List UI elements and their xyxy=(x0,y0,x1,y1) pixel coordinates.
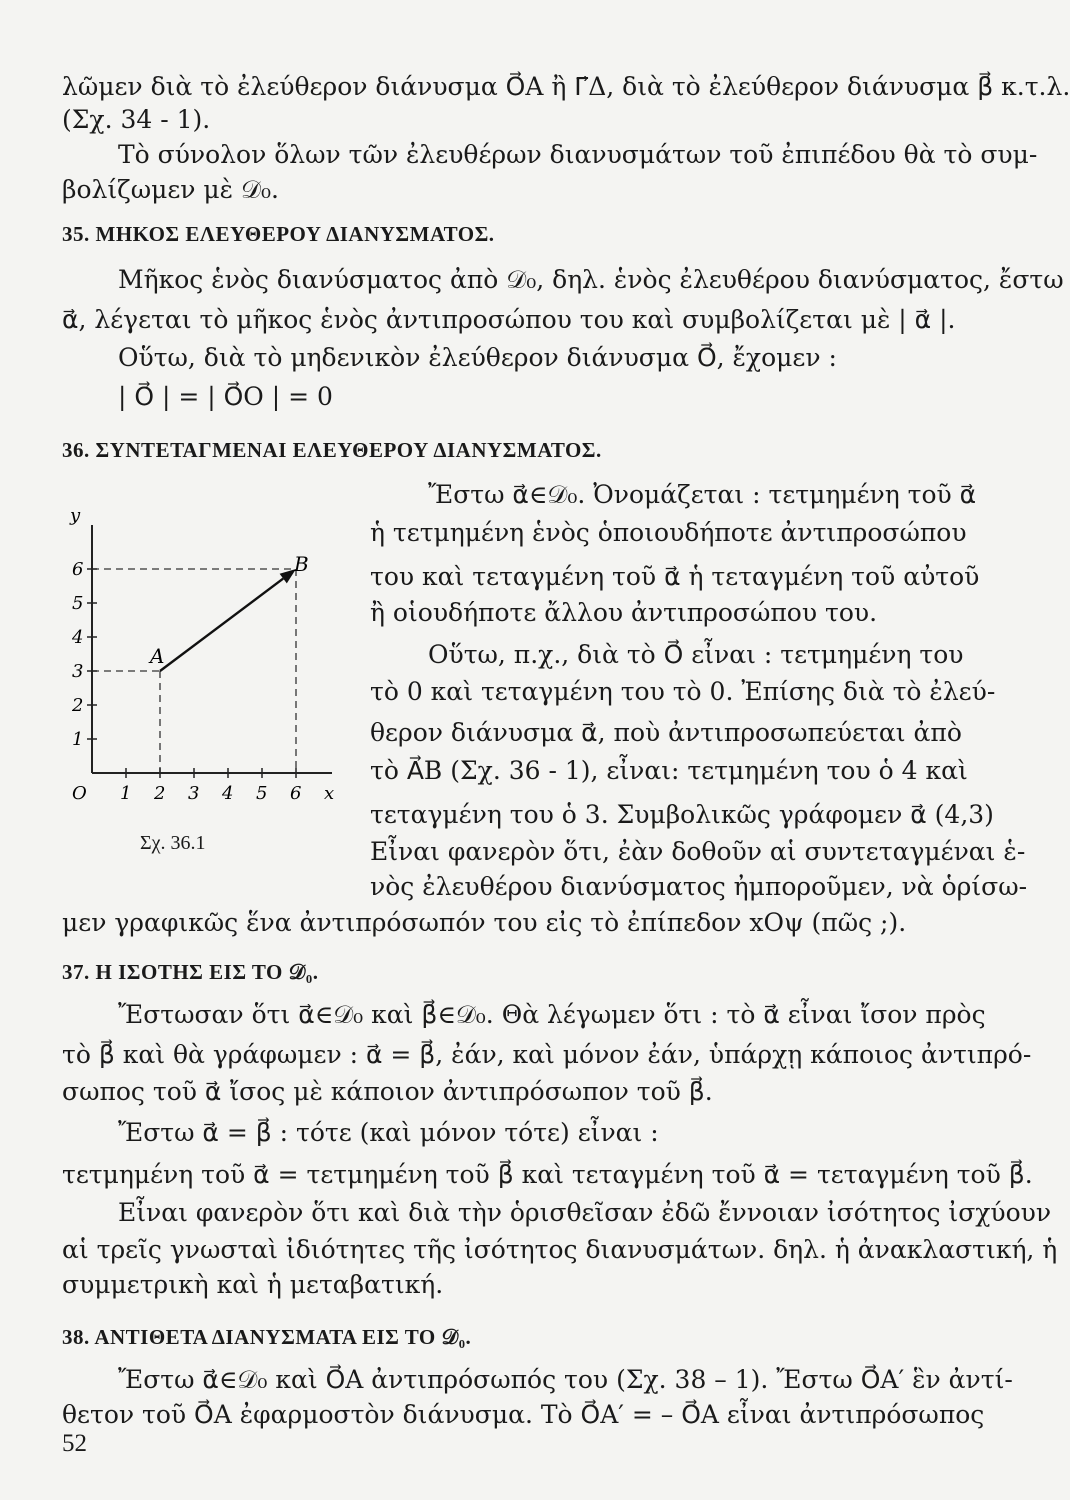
text-line: τὸ 0 καὶ τεταγμένη του τὸ 0. Ἐπίσης διὰ τὸ ἐλεύ- xyxy=(370,677,996,706)
text-line: Ἔστωσαν ὅτι α⃗∈𝒟₀ καὶ β⃗∈𝒟₀. Θὰ λέγωμεν ὅτι : τὸ α⃗ εἶναι ἴσον πρὸς xyxy=(118,1000,986,1029)
text-line: του καὶ τεταγμένη τοῦ α⃗ ἡ τεταγμένη τοῦ αὐτοῦ xyxy=(370,562,980,591)
text-line: βολίζωμεν μὲ 𝒟₀. xyxy=(62,175,279,204)
text-line: συμμετρικὴ καὶ ἡ μεταβατική. xyxy=(62,1270,444,1299)
text-line: θετον τοῦ O⃗A ἐφαρμοστὸν διάνυσμα. Τὸ O⃗A′ = – O⃗A εἶναι ἀντιπρόσωπος xyxy=(62,1400,985,1429)
section-heading-37: 37. Η ΙΣΟΤΗΣ ΕΙΣ ΤΟ 𝒟₀. xyxy=(62,960,319,984)
text-line: τετμημένη τοῦ α⃗ = τετμημένη τοῦ β⃗ καὶ τεταγμένη τοῦ α⃗ = τεταγμένη τοῦ β⃗. xyxy=(62,1160,1033,1189)
text-line: τὸ A⃗B (Σχ. 36 - 1), εἶναι: τετμημένη του ὁ 4 καὶ xyxy=(370,756,968,785)
text-line: ἢ οἱουδήποτε ἄλλου ἀντιπροσώπου του. xyxy=(370,598,878,627)
x-tick-label: 6 xyxy=(290,783,302,804)
point-label-a: A xyxy=(150,644,165,668)
text-line: τὸ β⃗ καὶ θὰ γράφωμεν : α⃗ = β⃗, ἐάν, καὶ μόνον ἐάν, ὑπάρχῃ κάποιος ἀντιπρό- xyxy=(62,1040,1032,1069)
text-line: Ἔστω α⃗∈𝒟₀. Ὀνομάζεται : τετμημένη τοῦ α⃗ xyxy=(428,480,977,509)
section-heading-38: 38. ΑΝΤΙΘΕΤΑ ΔΙΑΝΥΣΜΑΤΑ ΕΙΣ ΤΟ 𝒟₀. xyxy=(62,1325,472,1349)
text-line: Οὕτω, διὰ τὸ μηδενικὸν ἐλεύθερον διάνυσμα O⃗, ἔχομεν : xyxy=(118,343,837,372)
y-tick-label: 1 xyxy=(72,729,84,750)
y-tick-label: 3 xyxy=(72,661,84,682)
x-tick-label: 1 xyxy=(120,783,132,804)
text-line: σωπος τοῦ α⃗ ἴσος μὲ κάποιον ἀντιπρόσωπον τοῦ β⃗. xyxy=(62,1077,713,1106)
figure-caption: Σχ. 36.1 xyxy=(140,832,206,854)
y-tick-label: 2 xyxy=(72,695,84,716)
text-line: μεν γραφικῶς ἕνα ἀντιπρόσωπόν του εἰς τὸ ἐπίπεδον xOψ (πῶς ;). xyxy=(62,908,907,937)
text-line: Εἶναι φανερὸν ὅτι, ἐὰν δοθοῦν αἱ συντεταγμέναι ἑ- xyxy=(370,837,1026,866)
text-line: ἡ τετμημένη ἑνὸς ὁποιουδήποτε ἀντιπροσώπου xyxy=(370,518,967,547)
text-line: λῶμεν διὰ τὸ ἐλεύθερον διάνυσμα O⃗A ἢ Γ⃗Δ, διὰ τὸ ἐλεύθερον διάνυσμα β⃗ κ.τ.λ. xyxy=(62,72,1070,101)
text-line: Εἶναι φανερὸν ὅτι καὶ διὰ τὴν ὁρισθεῖσαν ἐδῶ ἔννοιαν ἰσότητος ἰσχύουν xyxy=(118,1198,1052,1227)
text-line: αἱ τρεῖς γνωσταὶ ἰδιότητες τῆς ἰσότητος διανυσμάτων. δηλ. ἡ ἀνακλαστική, ἡ xyxy=(62,1235,1058,1264)
x-tick-label: 3 xyxy=(188,783,200,804)
point-label-b: B xyxy=(294,552,309,576)
x-tick-label: 4 xyxy=(222,783,234,804)
section-heading-36: 36. ΣΥΝΤΕΤΑΓΜΕΝΑΙ ΕΛΕΥΘΕΡΟΥ ΔΙΑΝΥΣΜΑΤΟΣ. xyxy=(62,438,602,462)
x-tick-label: 5 xyxy=(256,783,268,804)
x-tick-label: O xyxy=(72,783,87,804)
text-line: νὸς ἐλευθέρου διανύσματος ἠμποροῦμεν, νὰ ὁρίσω- xyxy=(370,872,1028,901)
formula-line: | O⃗ | = | O⃗O | = 0 xyxy=(118,382,333,411)
y-axis-label: y xyxy=(70,505,81,526)
text-line: Μῆκος ἑνὸς διανύσματος ἀπὸ 𝒟₀, δηλ. ἑνὸς ἐλευθέρου διανύσματος, ἔστω xyxy=(118,265,1064,294)
text-line: Οὕτω, π.χ., διὰ τὸ O⃗ εἶναι : τετμημένη του xyxy=(428,640,964,669)
x-tick-label: x xyxy=(324,783,335,804)
text-line: (Σχ. 34 - 1). xyxy=(62,105,211,134)
y-tick-label: 5 xyxy=(72,593,84,614)
text-line: α⃗, λέγεται τὸ μῆκος ἑνὸς ἀντιπροσώπου του καὶ συμβολίζεται μὲ | α⃗ |. xyxy=(62,305,956,334)
text-line: θερον διάνυσμα α⃗, ποὺ ἀντιπροσωπεύεται ἀπὸ xyxy=(370,718,962,747)
section-heading-35: 35. ΜΗΚΟΣ ΕΛΕΥΘΕΡΟΥ ΔΙΑΝΥΣΜΑΤΟΣ. xyxy=(62,222,495,246)
text-line: Ἔστω α⃗ = β⃗ : τότε (καὶ μόνον τότε) εἶναι : xyxy=(118,1118,659,1147)
text-line: τεταγμένη του ὁ 3. Συμβολικῶς γράφομεν α⃗ (4,3) xyxy=(370,800,994,829)
y-tick-label: 4 xyxy=(72,627,84,648)
y-tick-label: 6 xyxy=(72,559,84,580)
coordinate-figure xyxy=(62,505,362,825)
page-number: 52 xyxy=(62,1430,87,1457)
text-line: Ἔστω α⃗∈𝒟₀ καὶ O⃗A ἀντιπρόσωπός του (Σχ. 38 – 1). Ἔστω O⃗A′ ἓν ἀντί- xyxy=(118,1365,1013,1394)
text-line: Τὸ σύνολον ὅλων τῶν ἐλευθέρων διανυσμάτων τοῦ ἐπιπέδου θὰ τὸ συμ- xyxy=(118,140,1038,169)
vector-ab xyxy=(160,579,283,671)
x-tick-label: 2 xyxy=(154,783,166,804)
